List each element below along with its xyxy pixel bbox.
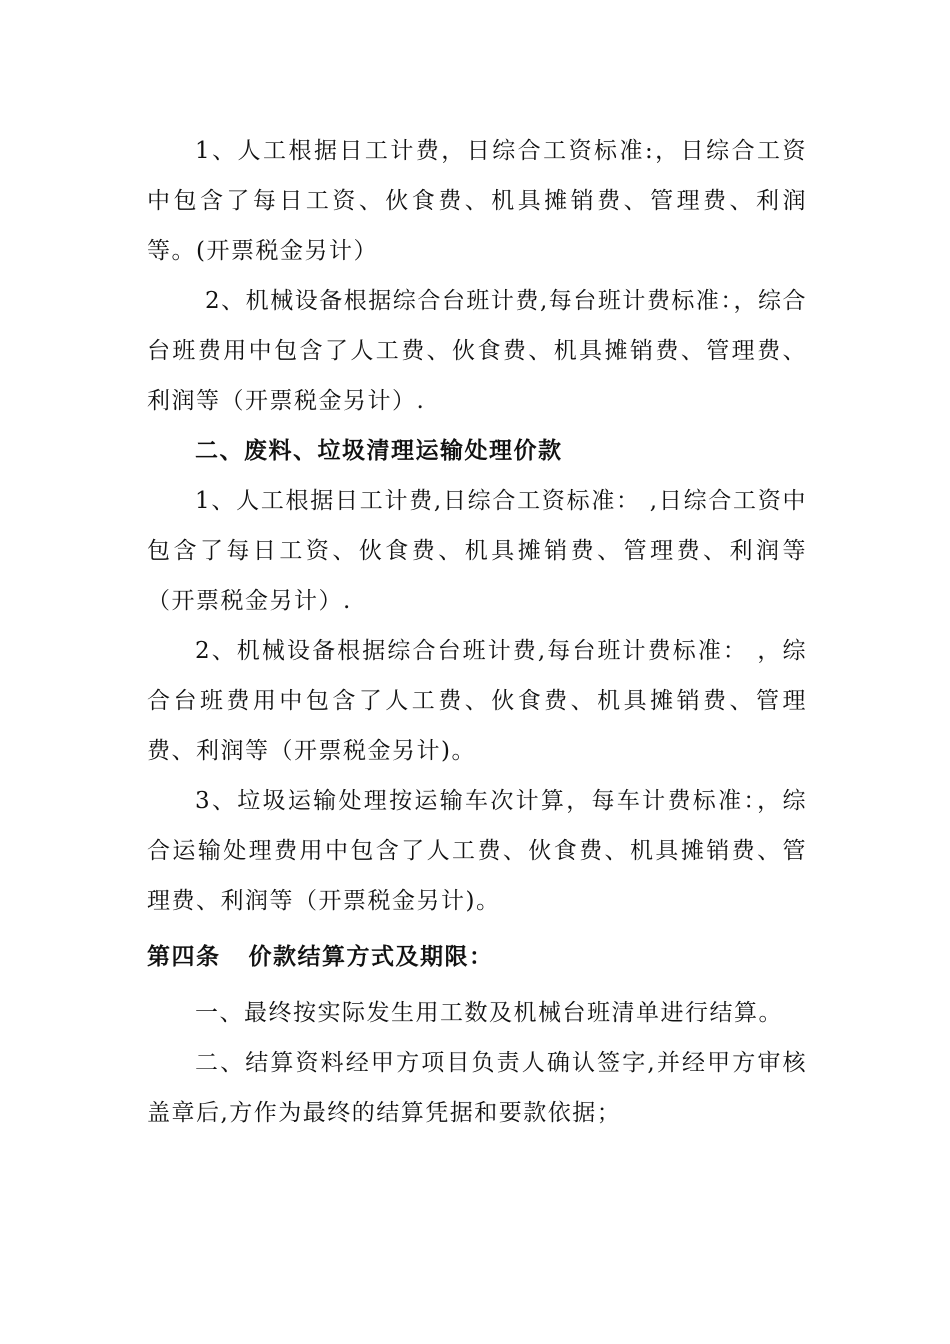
paragraph-waste-transport-rate: 3、垃圾运输处理按运输车次计算，每车计费标准：，综合运输处理费用中包含了人工费、伙食费、机具摊销费、管理费、利润等（开票税金另计)。 bbox=[147, 788, 807, 914]
paragraph-machinery-shift-rate: 2、机械设备根据综合台班计费,每台班计费标准：，综合台班费用中包含了人工费、伙食费、机具摊销费、管理费、利润等（开票税金另计）. bbox=[147, 288, 807, 414]
document-body bbox=[147, 126, 807, 1138]
paragraph-settlement-basis: 一、最终按实际发生用工数及机械台班清单进行结算。 bbox=[195, 1000, 783, 1026]
paragraph-settlement-documents: 二、结算资料经甲方项目负责人确认签字,并经甲方审核盖章后,方作为最终的结算凭据和要款依据； bbox=[147, 1050, 807, 1126]
paragraph-labor-daily-rate: 1、人工根据日工计费，日综合工资标准:，日综合工资中包含了每日工资、伙食费、机具摊销费、管理费、利润等。(开票税金另计） bbox=[147, 138, 807, 264]
paragraph-waste-labor-rate: 1、人工根据日工计费,日综合工资标准： ,日综合工资中包含了每日工资、伙食费、机具摊销费、管理费、利润等（开票税金另计）. bbox=[147, 488, 807, 614]
article-title: 价款结算方式及期限： bbox=[248, 943, 494, 970]
section-heading-waste-cleanup: 二、废料、垃圾清理运输处理价款 bbox=[195, 437, 563, 464]
article-label: 第四条 bbox=[147, 943, 221, 970]
paragraph-waste-machinery-rate: 2、机械设备根据综合台班计费,每台班计费标准： ，综合台班费用中包含了人工费、伙食费、机具摊销费、管理费、利润等（开票税金另计)。 bbox=[147, 638, 807, 764]
article-heading-settlement bbox=[147, 926, 807, 988]
